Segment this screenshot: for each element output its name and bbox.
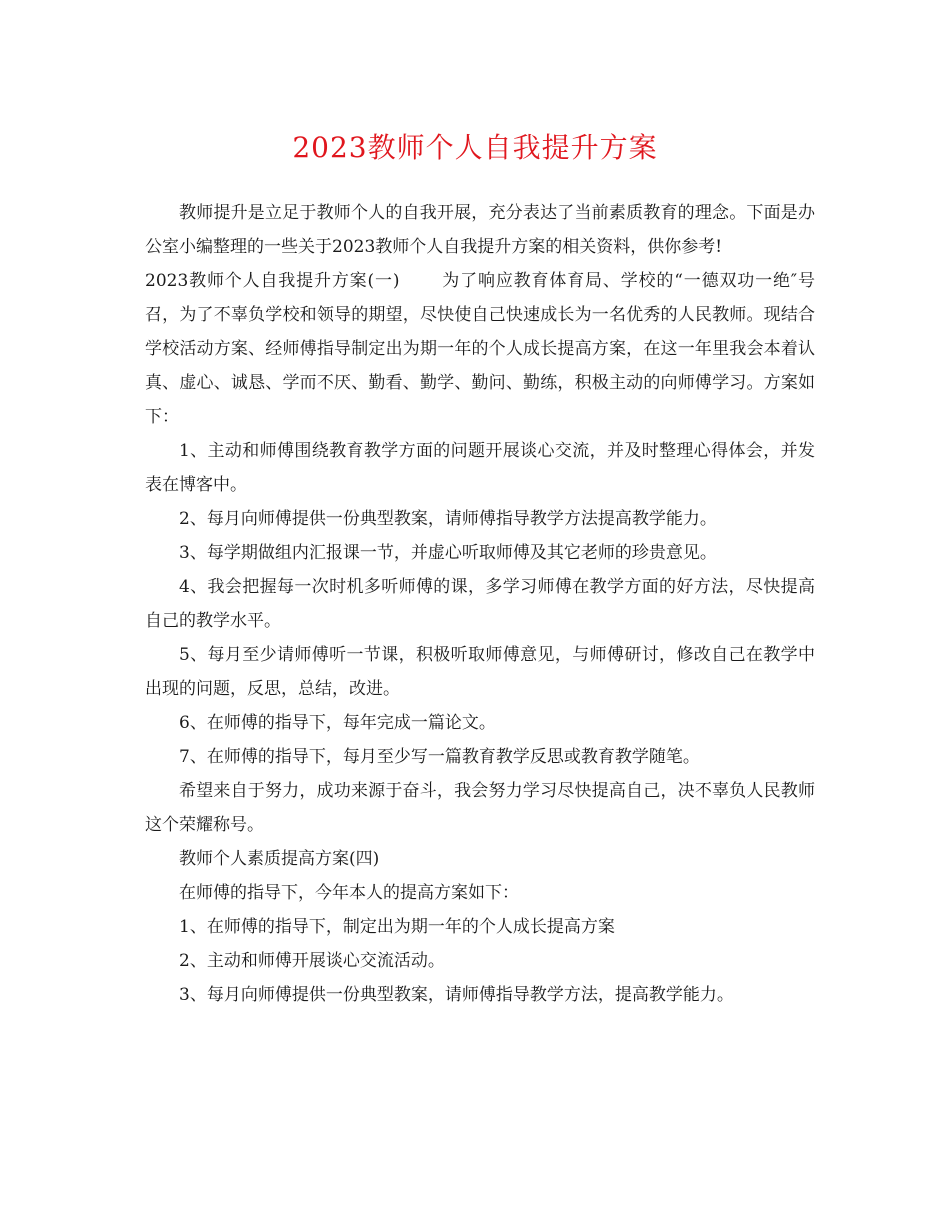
document-body — [145, 196, 815, 1012]
section1-paragraph — [145, 264, 815, 434]
section4-heading: 教师个人素质提高方案(四) — [179, 849, 380, 869]
list-item: 3、每学期做组内汇报课一节，并虚心听取师傅及其它老师的珍贵意见。 — [179, 543, 717, 563]
list-item: 7、在师傅的指导下，每月至少写一篇教育教学反思或教育教学随笔。 — [179, 747, 700, 767]
list-item: 5、每月至少请师傅听一节课，积极听取师傅意见，与师傅研讨，修改自己在教学中出现的问题，反思，总结，改进。 — [145, 645, 815, 699]
section1-text: 为了响应教育体育局、学校的“一德双功一绝″号召，为了不辜负学校和领导的期望，尽快使自己快速成长为一名优秀的人民教师。现结合学校活动方案、经师傅指导制定出为期一年的个人成长提高方案，在这一年里我会本着认真、虚心、诚恳、学而不厌、勤看、勤学、勤问、勤练，积极主动的向师傅学习。方案如下： — [145, 271, 816, 427]
document-title: 2023教师个人自我提升方案 — [292, 131, 658, 164]
list-item: 1、主动和师傅围绕教育教学方面的问题开展谈心交流，并及时整理心得体会，并发表在博客中。 — [145, 441, 815, 495]
section4-intro: 在师傅的指导下，今年本人的提高方案如下： — [179, 883, 519, 903]
intro-paragraph: 教师提升是立足于教师个人的自我开展，充分表达了当前素质教育的理念。下面是办公室小编整理的一些关于2023教师个人自我提升方案的相关资料，供你参考! — [145, 203, 815, 257]
list-item: 2、每月向师傅提供一份典型教案，请师傅指导教学方法提高教学能力。 — [179, 509, 717, 529]
section1-heading: 2023教师个人自我提升方案(一) — [145, 271, 400, 291]
list-item: 4、我会把握每一次时机多听师傅的课，多学习师傅在教学方面的好方法，尽快提高自己的教学水平。 — [145, 577, 815, 631]
section4-item: 2、主动和师傅开展谈心交流活动。 — [179, 951, 445, 971]
section4-item: 3、每月向师傅提供一份典型教案，请师傅指导教学方法，提高教学能力。 — [179, 985, 734, 1005]
closing-paragraph: 希望来自于努力，成功来源于奋斗，我会努力学习尽快提高自己，决不辜负人民教师这个荣耀称号。 — [145, 781, 815, 835]
list-item: 6、在师傅的指导下，每年完成一篇论文。 — [179, 713, 496, 733]
section4-item: 1、在师傅的指导下，制定出为期一年的个人成长提高方案 — [179, 917, 615, 937]
